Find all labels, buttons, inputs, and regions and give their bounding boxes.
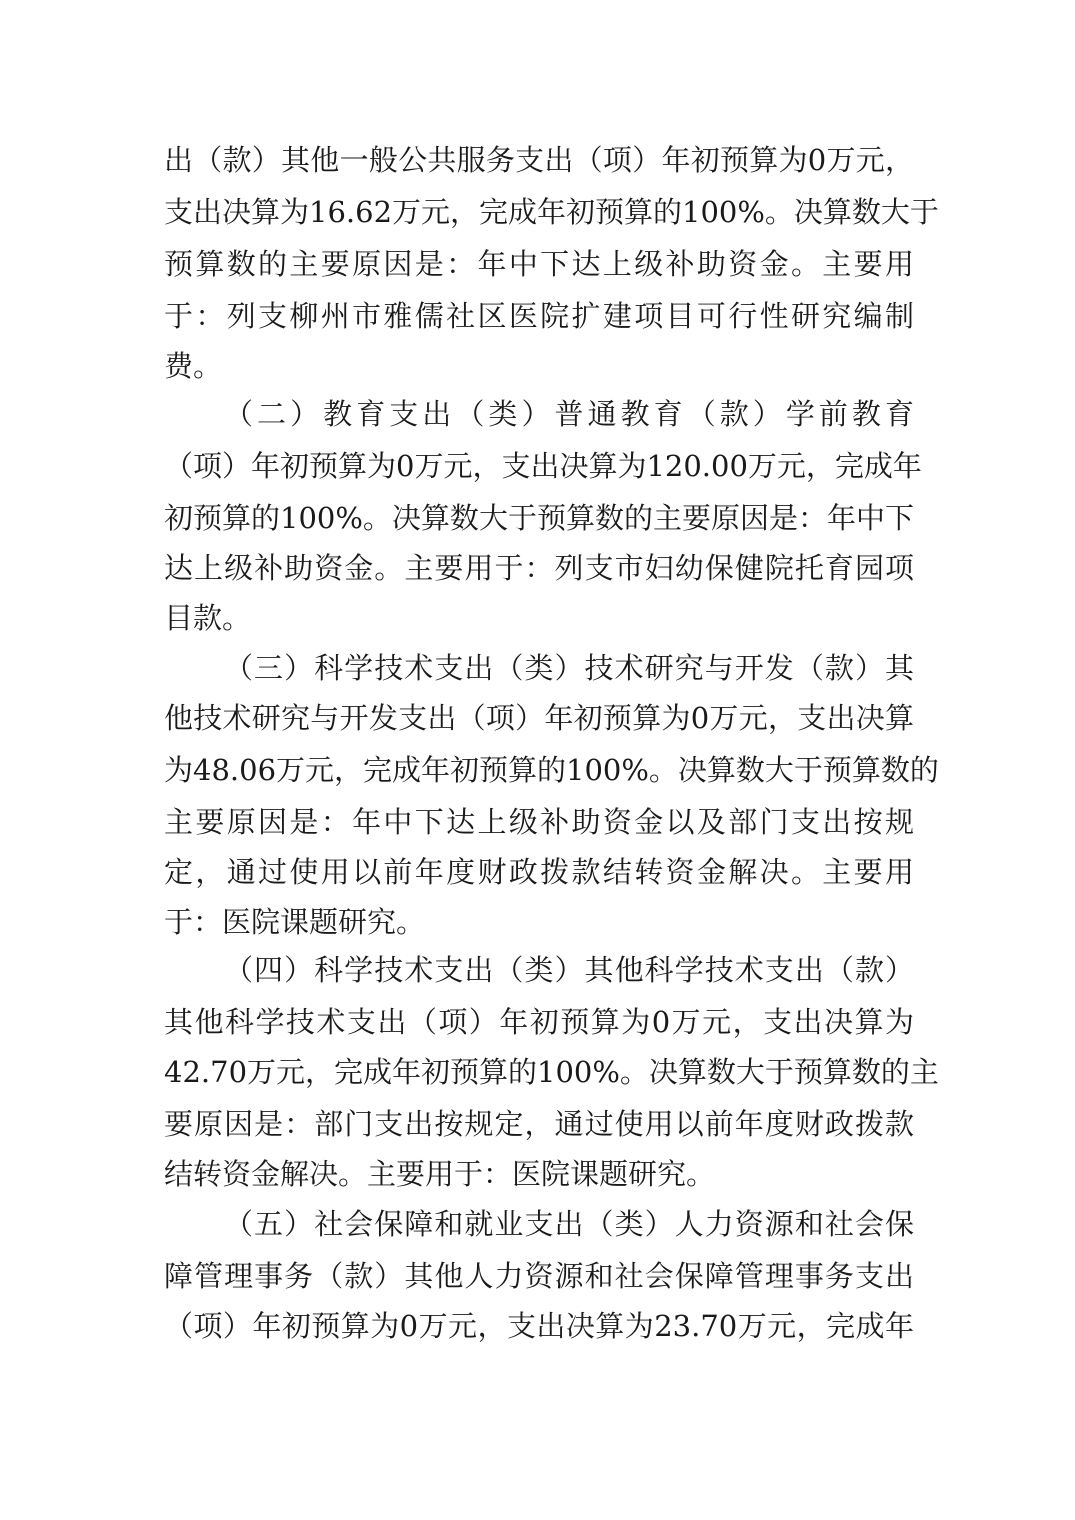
text-line: 费。 [164,349,223,383]
text-line: （四）科学技术支出（类）其他科学技术支出（款） [224,953,914,987]
text-line: 出（款）其他一般公共服务支出（项）年初预算为0万元， [164,143,914,177]
text-line: 目款。 [164,601,252,635]
text-line: 障管理事务（款）其他人力资源和社会保障管理事务支出 [164,1259,914,1293]
text-line: （二）教育支出（类）普通教育（款）学前教育 [224,397,914,431]
text-line: 预算数的主要原因是：年中下达上级补助资金。主要用 [164,247,914,281]
text-line: （五）社会保障和就业支出（类）人力资源和社会保 [224,1207,914,1241]
text-line: 要原因是：部门支出按规定，通过使用以前年度财政拨款 [164,1107,914,1141]
text-line: 于：医院课题研究。 [164,905,426,939]
text-line: 主要原因是：年中下达上级补助资金以及部门支出按规 [164,805,914,839]
text-line: （三）科学技术支出（类）技术研究与开发（款）其 [224,651,914,685]
text-line: 达上级补助资金。主要用于：列支市妇幼保健院托育园项 [164,551,914,585]
text-line: 为48.06万元，完成年初预算的100%。决算数大于预算数的 [164,753,939,787]
text-line: 于：列支柳州市雅儒社区医院扩建项目可行性研究编制 [164,299,914,333]
text-line: 定，通过使用以前年度财政拨款结转资金解决。主要用 [164,855,914,889]
text-line: （项）年初预算为0万元，支出决算为23.70万元，完成年 [164,1309,914,1343]
text-line: 结转资金解决。主要用于：医院课题研究。 [164,1157,716,1191]
text-line: 初预算的100%。决算数大于预算数的主要原因是：年中下 [164,501,914,535]
text-line: 他技术研究与开发支出（项）年初预算为0万元，支出决算 [164,701,914,735]
text-line: 42.70万元，完成年初预算的100%。决算数大于预算数的主 [164,1055,939,1089]
text-line: 支出决算为16.62万元，完成年初预算的100%。决算数大于 [164,195,939,229]
text-line: 其他科学技术支出（项）年初预算为0万元，支出决算为 [164,1005,914,1039]
text-line: （项）年初预算为0万元，支出决算为120.00万元，完成年 [164,449,922,483]
